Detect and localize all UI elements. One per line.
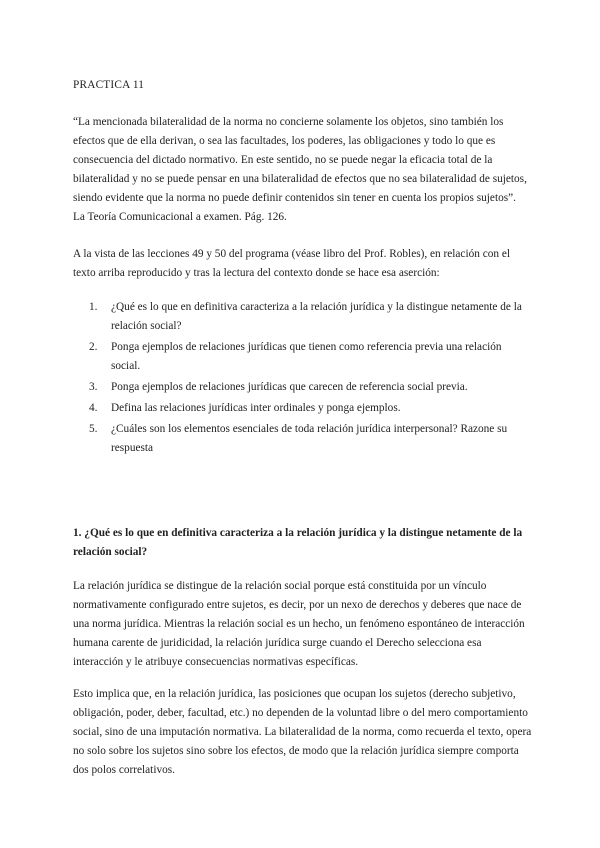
question-list (73, 298, 533, 458)
question-number: 2. (89, 341, 98, 353)
quoted-text: “La mencionada bilateralidad de la norma no concierne solamente los objetos, sino también los efectos que de ella derivan, o sea las facultades, los poderes, las obligaciones y todo lo que es consecuencia del dictado normativo. En este sentido, no se puede negar la eficacia total de la bilateralidad y no se puede pensar en una bilateralidad de efectos que no sea bilateralidad de sujetos, siendo evidente que la norma no puede definir contenidos sin tener en cuenta los propios sujetos”. (73, 116, 527, 204)
quote-source: La Teoría Comunicacional a examen. Pág. 126. (73, 211, 287, 223)
question-number: 5. (89, 423, 98, 435)
question-item (73, 399, 533, 418)
question-text: ¿Cuáles son los elementos esenciales de toda relación jurídica interpersonal? Razone su respuesta (111, 423, 508, 454)
page-title: PRACTICA 11 (73, 79, 145, 91)
question-text: ¿Qué es lo que en definitiva caracteriza a la relación jurídica y la distingue netamente de la relación social? (111, 301, 522, 332)
intro-paragraph: A la vista de las lecciones 49 y 50 del programa (véase libro del Prof. Robles), en relación con el texto arriba reproducido y tras la lectura del contexto donde se hace esa aserción: (73, 248, 510, 279)
question-number: 3. (89, 381, 98, 393)
question-text: Ponga ejemplos de relaciones jurídicas que tienen como referencia previa una relación social. (111, 341, 502, 372)
question-text: Ponga ejemplos de relaciones jurídicas que carecen de referencia social previa. (111, 381, 468, 393)
answer-paragraph: Esto implica que, en la relación jurídica, las posiciones que ocupan los sujetos (derecho subjetivo, obligación, poder, deber, facultad, etc.) no dependen de la voluntad libre o del mero comportamiento social, sino de una imputación normativa. La bilateralidad de la norma, como recuerda el texto, opera no solo sobre los sujetos sino sobre los efectos, de modo que la relación jurídica siempre comporta dos polos correlativos. (73, 688, 532, 776)
question-number: 1. (89, 301, 98, 313)
answer-heading: 1. ¿Qué es lo que en definitiva caracteriza a la relación jurídica y la distingue netamente de la relación social? (73, 527, 523, 558)
question-item (73, 378, 533, 397)
answer-paragraph: La relación jurídica se distingue de la relación social porque está constituida por un vínculo normativamente configurado entre sujetos, es decir, por un nexo de derechos y deberes que nace de una norma jurídica. Mientras la relación social es un hecho, un fenómeno espontáneo de interacción humana carente de juridicidad, la relación jurídica surge cuando el Derecho selecciona esa interacción y le atribuye consecuencias normativas específicas. (73, 580, 525, 668)
question-item (73, 420, 533, 458)
question-text: Defina las relaciones jurídicas inter ordinales y ponga ejemplos. (111, 402, 401, 414)
question-number: 4. (89, 402, 98, 414)
question-item (73, 338, 533, 376)
question-item (73, 298, 533, 336)
document-body (73, 76, 533, 780)
